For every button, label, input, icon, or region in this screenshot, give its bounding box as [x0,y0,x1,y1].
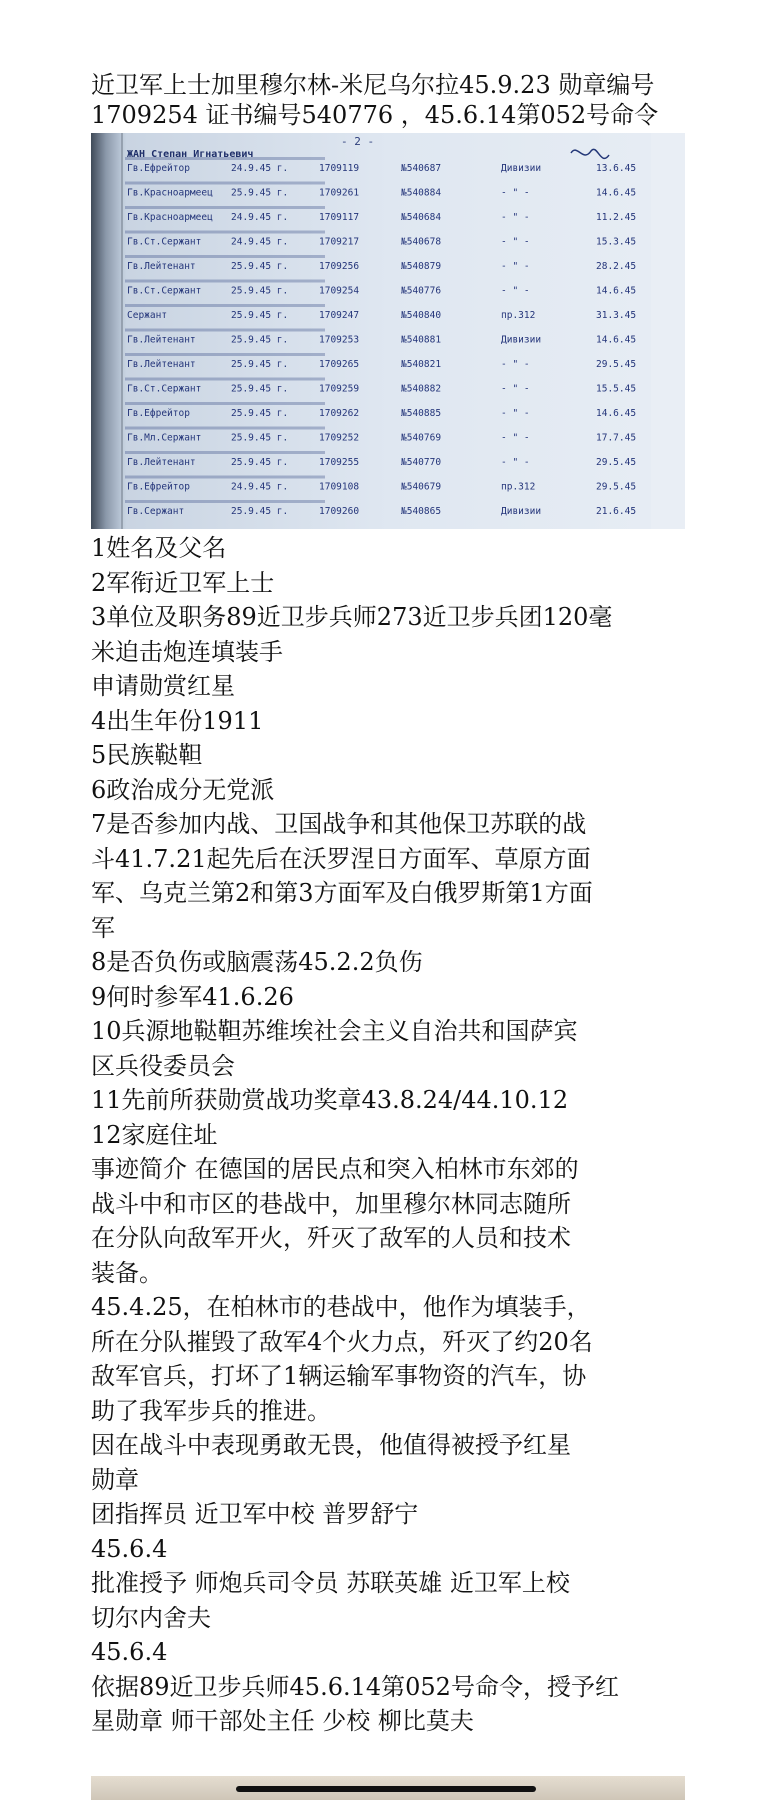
home-indicator [236,1786,536,1792]
text-line: 9何时参军41.6.26 [91,982,294,1011]
scan-medal-number: 1709108 [319,481,360,493]
scan-date: 25.9.45 г. [231,408,289,419]
scan-rank: Сержант [127,310,168,321]
scan-date: 25.9.45 г. [231,457,289,468]
text-line: 申请勋赏红星 [91,672,235,700]
scan-date: 25.9.45 г. [231,261,289,272]
text-line: 12家庭住址 [91,1120,218,1149]
scan-order-date: 14.6.45 [596,408,637,419]
scan-rank: Гв.Красноармеец [127,212,213,223]
scan-medal-number: 1709260 [319,506,360,517]
scan-binding-shadow [91,133,121,529]
scan-order-date: 14.6.45 [596,187,637,199]
text-line: 45.6.4 [91,1638,168,1666]
scan-date: 24.9.45 г. [231,236,289,248]
text-line: 5民族鞑靼 [91,741,203,769]
scan-name-line [125,304,325,307]
scan-name-line [125,378,325,381]
text-line: 所在分队摧毁了敌军4个火力点，歼灭了约20名 [91,1327,593,1356]
scan-cert-number: №540821 [401,359,442,370]
scan-rank: Гв.Ст.Сержант [127,236,202,248]
text-line: 装备。 [91,1258,163,1287]
scan-cert-number: №540770 [401,457,442,468]
scan-name-line [125,182,325,185]
scan-rank: Гв.Ст.Сержант [127,285,202,297]
scan-order: Дивизии [501,163,542,174]
scan-rank: Гв.Красноармеец [127,187,213,199]
award-record-title: 近卫军上士加里穆尔林-米尼乌尔拉45.9.23 勋章编号1709254 证书编号540776 ，45.6.14第052号命令 [91,71,659,129]
scan-name-line [125,255,325,258]
scan-name-line [125,280,325,283]
text-line: 10兵源地鞑靼苏维埃社会主义自治共和国萨宾 [91,1017,578,1045]
text-line: 勋章 [91,1465,139,1494]
scan-cert-number: №540879 [401,261,442,272]
scan-name-line [125,427,325,430]
text-line: 军 [91,913,115,942]
scan-date: 24.9.45 г. [231,163,289,174]
scan-cert-number: №540678 [401,236,442,248]
scan-medal-number: 1709265 [319,359,360,370]
scan-order-date: 11.2.45 [596,212,637,223]
translation-text [91,531,685,1739]
scan-rank: Гв.Мл.Сержант [127,432,202,444]
scan-order: - " - [501,383,530,395]
text-line: 3单位及职务89近卫步兵师273近卫步兵团120毫 [91,603,613,631]
text-line: 事迹简介 在德国的居民点和突入柏林市东郊的 [91,1155,579,1183]
scan-date: 24.9.45 г. [231,481,289,493]
scan-date: 25.9.45 г. [231,359,289,370]
text-line: 8是否负伤或脑震荡45.2.2负伤 [91,948,423,976]
scan-order-date: 29.5.45 [596,481,637,493]
scan-medal-number: 1709217 [319,236,360,248]
text-line: 星勋章 师干部处主任 少校 柳比莫夫 [91,1707,474,1735]
scan-rank: Гв.Лейтенант [127,334,196,346]
text-line: 45.4.25，在柏林市的巷战中，他作为填装手， [91,1293,591,1321]
scan-medal-number: 1709247 [319,310,360,321]
scan-order-date: 14.6.45 [596,285,637,297]
scan-medal-number: 1709256 [319,261,360,272]
scan-cert-number: №540885 [401,408,442,419]
scan-order: - " - [501,236,530,248]
scan-order-date: 15.5.45 [596,383,637,395]
scan-order: - " - [501,359,530,370]
scan-cert-number: №540776 [401,285,442,297]
text-line: 区兵役委员会 [91,1051,235,1080]
scan-cert-number: №540769 [401,432,442,444]
scan-header-name: ЖАН Степан Игнатьевич [127,149,254,160]
scan-medal-number: 1709259 [319,383,360,395]
scan-order-date: 28.2.45 [596,261,637,272]
scan-cert-number: №540684 [401,212,442,223]
scan-name-line [125,353,325,356]
scan-order: - " - [501,187,530,199]
scan-order: Дивизии [501,506,542,517]
text-line: 战斗中和市区的巷战中，加里穆尔林同志随所 [91,1189,571,1218]
scan-order-date: 17.7.45 [596,432,637,444]
scan-medal-number: 1709255 [319,457,360,468]
scan-name-line [125,451,325,454]
scan-order: - " - [501,212,530,223]
document-page [91,70,685,1739]
scan-rank: Гв.Лейтенант [127,457,196,468]
scan-medal-number: 1709117 [319,212,360,223]
text-line: 6政治成分无党派 [91,775,275,804]
scan-order: - " - [501,285,530,297]
scan-order-date: 21.6.45 [596,506,637,517]
text-line: 批准授予 师炮兵司令员 苏联英雄 近卫军上校 [91,1569,570,1597]
scan-date: 25.9.45 г. [231,432,289,444]
text-line: 因在战斗中表现勇敢无畏，他值得被授予红星 [91,1431,571,1459]
scan-order: пр.312 [501,310,536,321]
scan-order: - " - [501,432,530,444]
scan-order-date: 13.6.45 [596,163,637,174]
scan-cert-number: №540865 [401,506,442,517]
text-line: 1姓名及父名 [91,534,227,562]
scan-medal-number: 1709261 [319,187,360,199]
scan-rank: Гв.Ефрейтор [127,163,190,174]
scan-cert-number: №540687 [401,163,442,174]
scan-date: 25.9.45 г. [231,187,289,199]
text-line: 团指挥员 近卫军中校 普罗舒宁 [91,1500,419,1528]
scan-cert-number: №540679 [401,481,442,493]
scan-order-date: 14.6.45 [596,334,637,346]
text-line: 45.6.4 [91,1534,168,1563]
scan-medal-number: 1709119 [319,163,360,174]
scan-name-line [125,476,325,479]
scan-order: пр.312 [501,481,536,493]
text-line: 4出生年份1911 [91,706,264,735]
scan-date: 25.9.45 г. [231,383,289,395]
scan-medal-number: 1709253 [319,334,360,346]
text-line: 在分队向敌军开火，歼灭了敌军的人员和技术 [91,1224,571,1252]
scan-rank: Гв.Сержант [127,506,185,517]
text-line: 助了我军步兵的推进。 [91,1396,331,1425]
scan-date: 24.9.45 г. [231,212,289,223]
scan-order-date: 29.5.45 [596,359,637,370]
scan-rank: Гв.Ст.Сержант [127,383,202,395]
scan-order: Дивизии [501,334,542,346]
scan-order-date: 31.3.45 [596,310,637,321]
scan-rank: Гв.Лейтенант [127,261,196,272]
scan-cert-number: №540882 [401,383,442,395]
scan-name-line [125,402,325,405]
scan-date: 25.9.45 г. [231,285,289,297]
text-line: 11先前所获勋赏战功奖章43.8.24/44.10.12 [91,1086,569,1114]
text-line: 2军衔近卫军上士 [91,568,275,597]
scan-name-line [125,206,325,209]
text-line: 切尔内舍夫 [91,1603,211,1632]
scan-medal-number: 1709254 [319,285,360,297]
scan-order: - " - [501,408,530,419]
scan-rank: Гв.Лейтенант [127,359,196,370]
scan-order: - " - [501,261,530,272]
scan-rank: Гв.Ефрейтор [127,408,190,419]
scan-date: 25.9.45 г. [231,506,289,517]
scan-cert-number: №540884 [401,187,442,199]
text-line: 7是否参加内战、卫国战争和其他保卫苏联的战 [91,810,587,838]
scan-name-line [125,329,325,332]
text-line: 米迫击炮连填装手 [91,637,283,666]
scan-order-date: 15.3.45 [596,236,637,248]
scan-date: 25.9.45 г. [231,334,289,346]
scan-page-number: - 2 - [341,135,375,148]
scan-medal-number: 1709262 [319,408,360,419]
scan-name-line [125,500,325,503]
scan-cert-number: №540881 [401,334,442,346]
scan-name-line [125,231,325,234]
scan-name-line [125,157,325,160]
scan-order-date: 29.5.45 [596,457,637,468]
text-line: 敌军官兵，打坏了1辆运输军事物资的汽车，协 [91,1362,587,1390]
archive-scan-image [91,133,685,529]
text-line: 军、乌克兰第2和第3方面军及白俄罗斯第1方面 [91,879,593,907]
scan-medal-number: 1709252 [319,432,360,444]
text-line: 斗41.7.21起先后在沃罗涅日方面军、草原方面 [91,844,591,873]
scan-rank: Гв.Ефрейтор [127,481,190,493]
text-line: 依据89近卫步兵师45.6.14第052号命令，授予红 [91,1672,619,1701]
scan-date: 25.9.45 г. [231,310,289,321]
scan-cert-number: №540840 [401,310,442,321]
scan-order: - " - [501,457,530,468]
